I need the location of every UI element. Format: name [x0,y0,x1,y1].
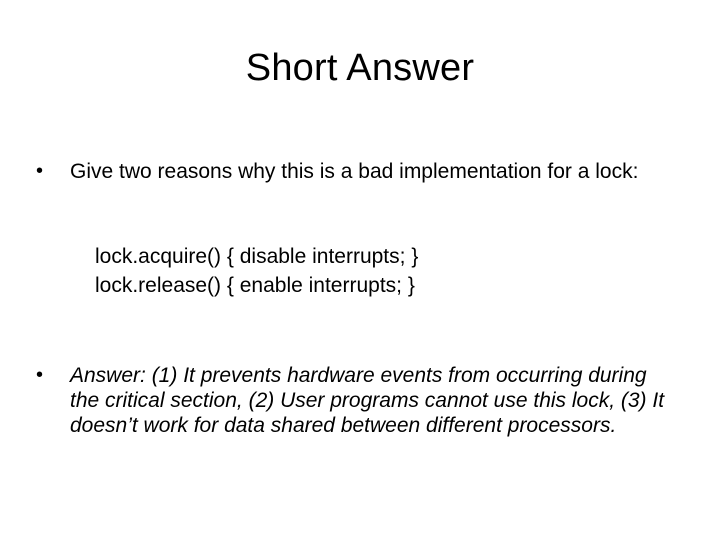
slide-title: Short Answer [245,47,475,89]
answer-row [36,363,676,438]
code-block [95,242,655,300]
code-line-release: lock.release() { enable interrupts; } [95,274,415,297]
bullet-icon: • [36,160,44,182]
code-line-acquire: lock.acquire() { disable interrupts; } [95,245,419,268]
answer-text: Answer: (1) It prevents hardware events from occurring during the critical section, (2) User programs cannot use this lock, (3) It doesn’t work for data shared between different processors. [70,364,665,437]
question-row [36,159,676,184]
answer-bullet [36,363,676,438]
bullet-icon: • [36,364,44,386]
question-bullet [36,159,676,184]
question-text: Give two reasons why this is a bad implementation for a lock: [70,160,639,183]
